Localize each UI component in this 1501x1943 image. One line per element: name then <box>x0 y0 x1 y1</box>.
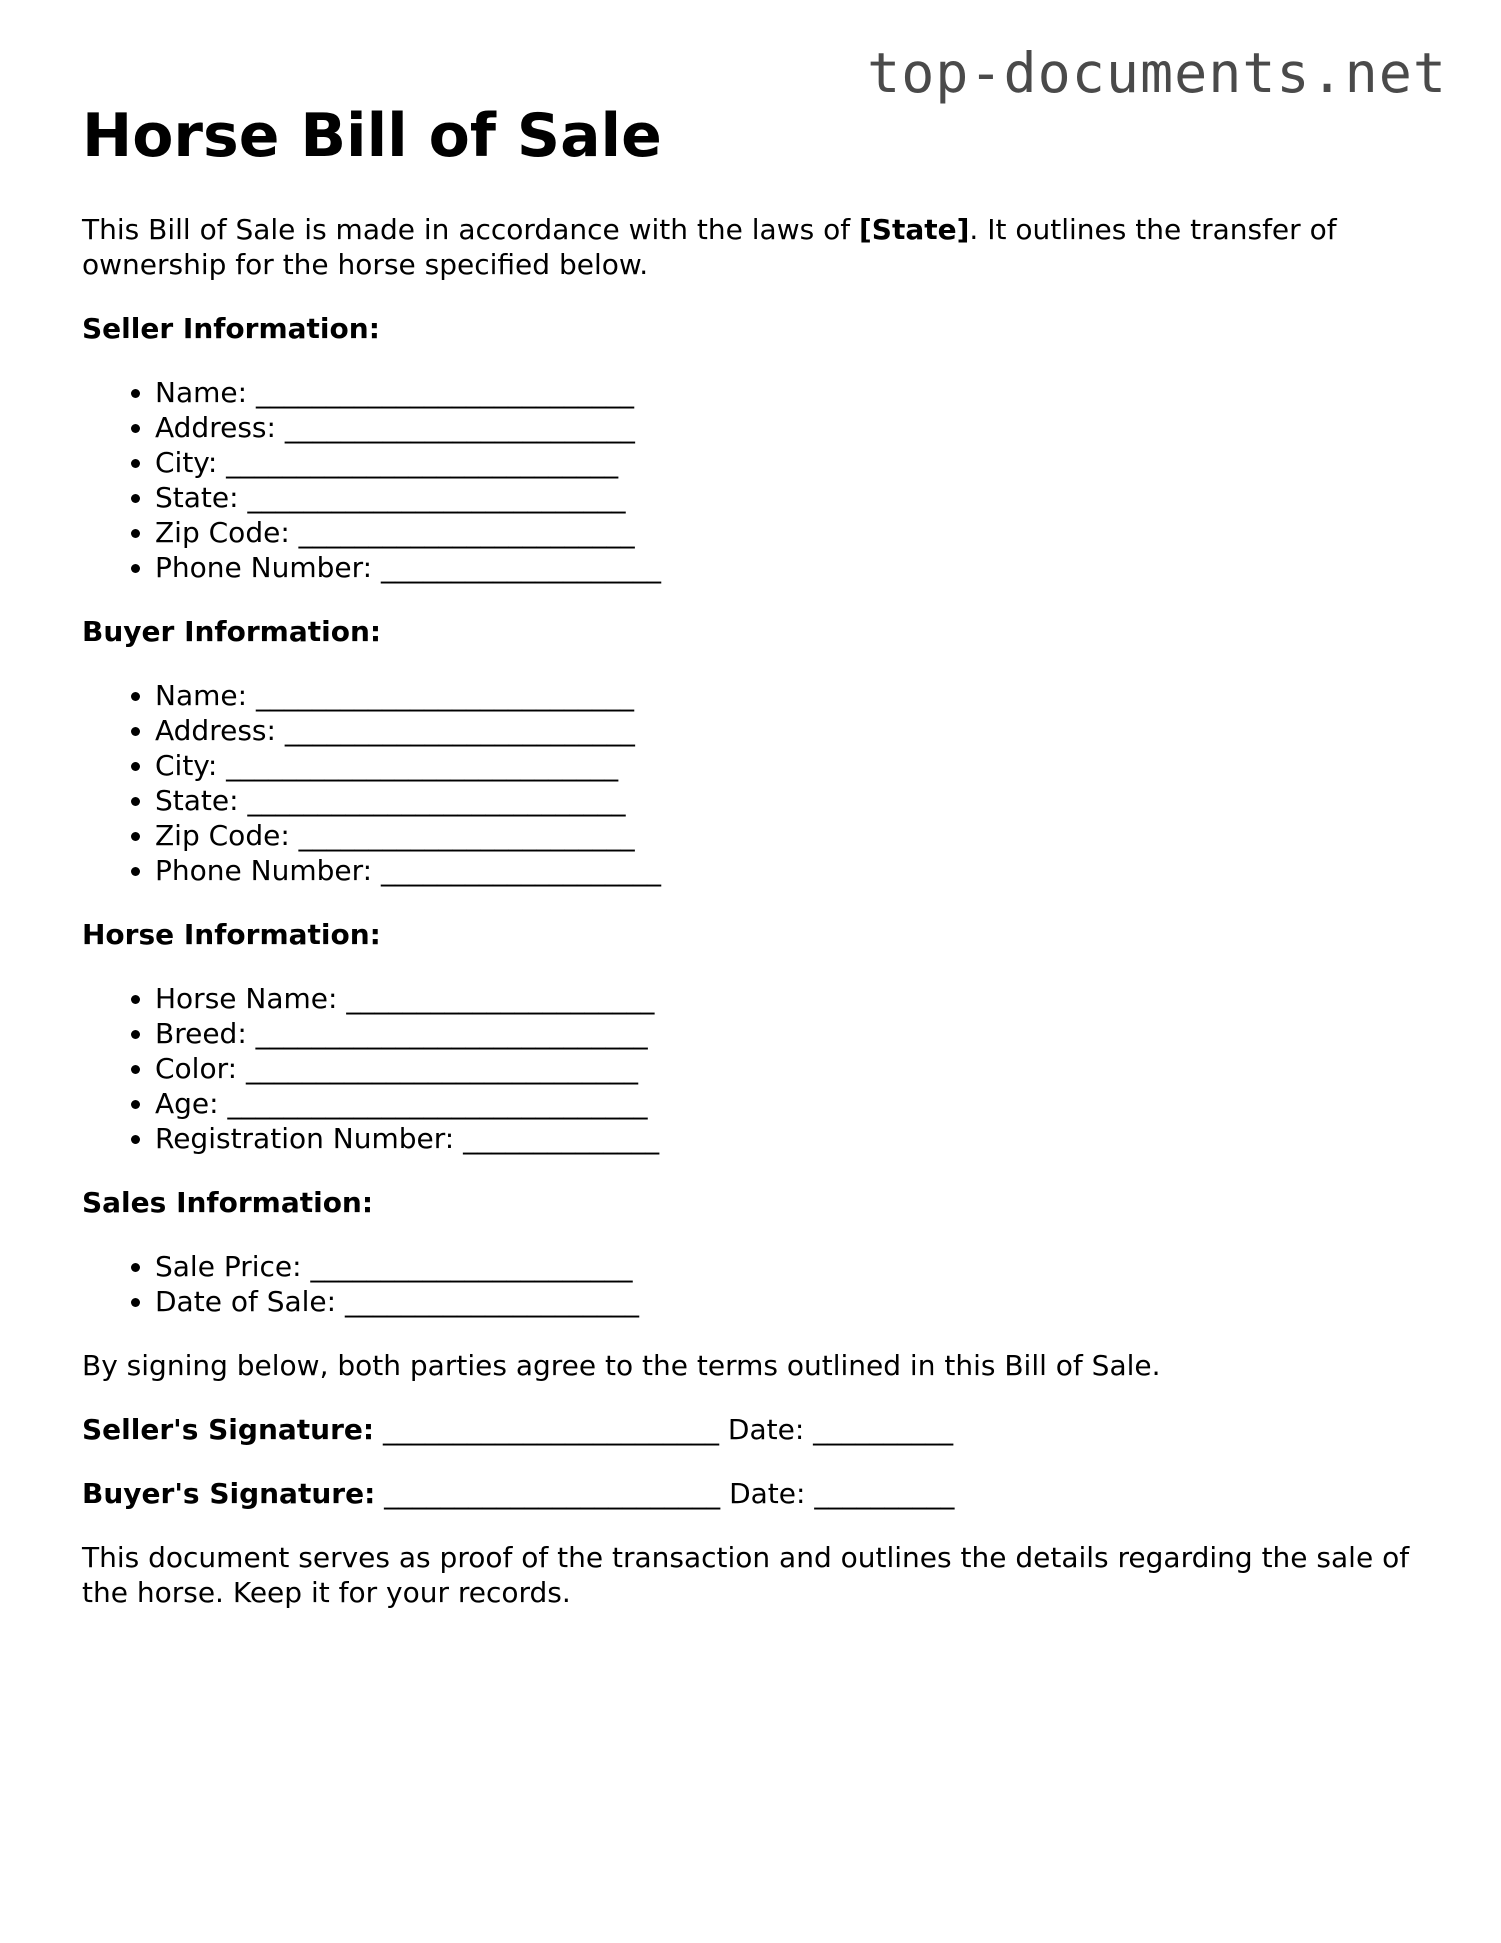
intro-paragraph <box>82 212 1412 282</box>
sale-price-field: • Sale Price: _______________________ <box>155 1249 1432 1284</box>
seller-section-heading: Seller Information: <box>82 312 380 345</box>
buyer-city-field: • City: ____________________________ <box>155 748 1432 783</box>
buyer-field-list <box>82 678 1432 888</box>
sale-date-field: • Date of Sale: _____________________ <box>155 1284 1432 1319</box>
agreement-paragraph: By signing below, both parties agree to the terms outlined in this Bill of Sale. <box>82 1349 1161 1382</box>
horse-color-field: • Color: ____________________________ <box>155 1051 1432 1086</box>
horse-section-heading: Horse Information: <box>82 918 381 951</box>
document-title: Horse Bill of Sale <box>82 101 662 171</box>
seller-state-field: • State: ___________________________ <box>155 480 1432 515</box>
seller-phone-field: • Phone Number: ____________________ <box>155 550 1432 585</box>
sales-section-heading: Sales Information: <box>82 1186 374 1219</box>
seller-city-field: • City: ____________________________ <box>155 445 1432 480</box>
seller-address-field: • Address: _________________________ <box>155 410 1432 445</box>
site-watermark: top-documents.net <box>867 41 1447 105</box>
buyer-address-field: • Address: _________________________ <box>155 713 1432 748</box>
seller-signature-label: Seller's Signature: <box>82 1413 375 1446</box>
seller-signature-row <box>82 1412 1432 1447</box>
buyer-phone-field: • Phone Number: ____________________ <box>155 853 1432 888</box>
horse-registration-field: • Registration Number: ______________ <box>155 1121 1432 1156</box>
buyer-zip-field: • Zip Code: ________________________ <box>155 818 1432 853</box>
buyer-signature-line: ________________________ Date: __________ <box>375 1477 955 1510</box>
buyer-signature-row <box>82 1476 1432 1511</box>
buyer-signature-label: Buyer's Signature: <box>82 1477 376 1510</box>
document-body <box>82 100 1432 1610</box>
horse-breed-field: • Breed: ____________________________ <box>155 1016 1432 1051</box>
horse-name-field: • Horse Name: ______________________ <box>155 981 1432 1016</box>
intro-text-after: . It outlines the transfer of ownership for the horse specified below. <box>82 213 1337 281</box>
horse-age-field: • Age: ______________________________ <box>155 1086 1432 1121</box>
buyer-name-field: • Name: ___________________________ <box>155 678 1432 713</box>
seller-signature-line: ________________________ Date: __________ <box>374 1413 954 1446</box>
horse-field-list <box>82 981 1432 1156</box>
buyer-section-heading: Buyer Information: <box>82 615 382 648</box>
closing-paragraph: This document serves as proof of the transaction and outlines the details regarding the sale of the horse. Keep it for your records. <box>82 1541 1410 1609</box>
seller-field-list <box>82 375 1432 585</box>
buyer-state-field: • State: ___________________________ <box>155 783 1432 818</box>
seller-name-field: • Name: ___________________________ <box>155 375 1432 410</box>
sales-field-list <box>82 1249 1432 1319</box>
intro-text-before: This Bill of Sale is made in accordance with the laws of <box>82 213 859 246</box>
state-placeholder: [State] <box>859 213 970 246</box>
seller-zip-field: • Zip Code: ________________________ <box>155 515 1432 550</box>
